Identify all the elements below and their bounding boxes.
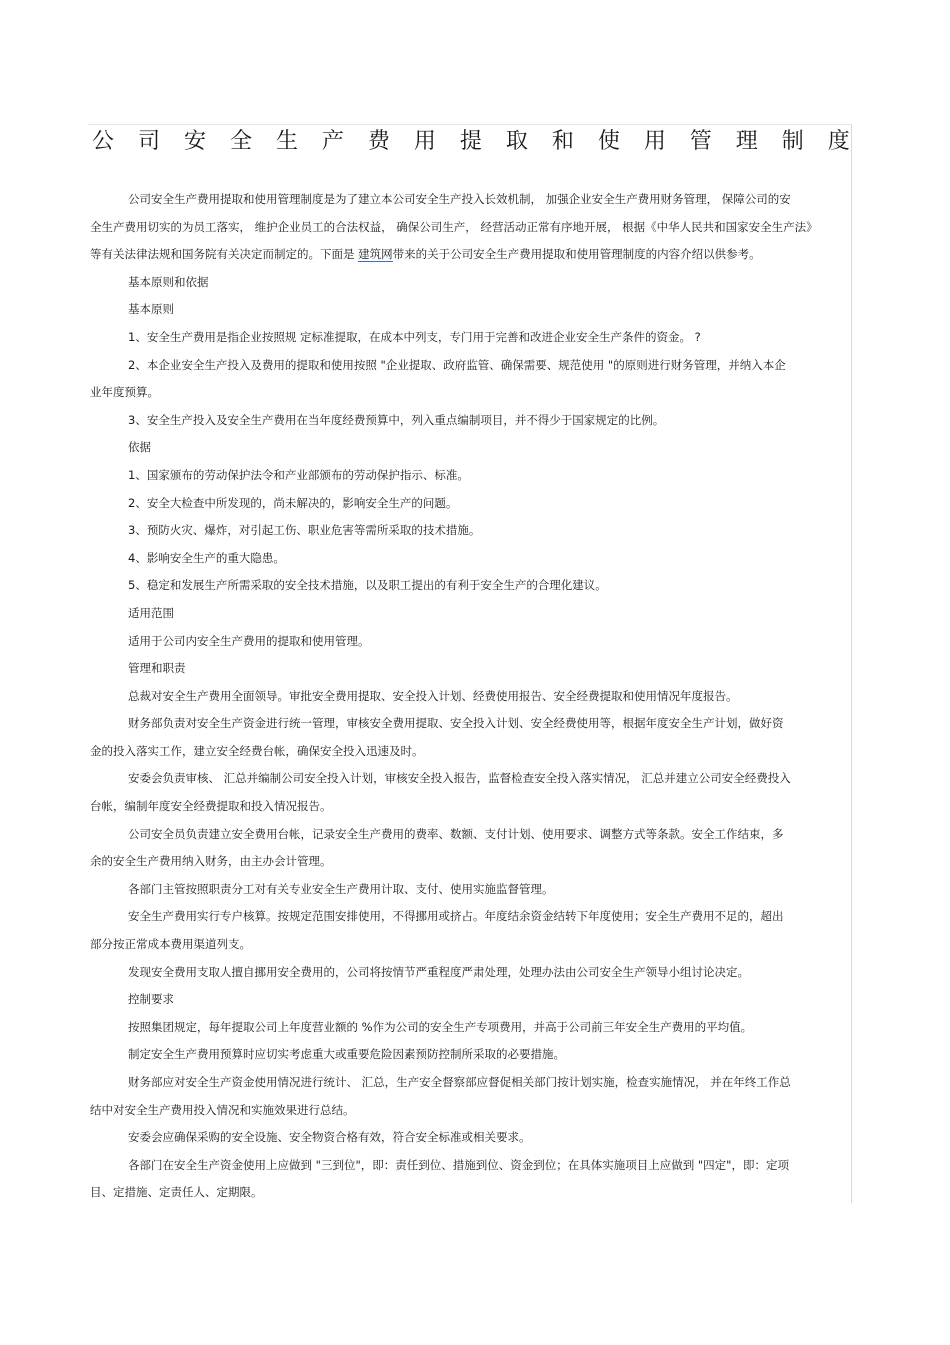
text-line: 3、预防火灾、爆炸，对引起工伤、职业危害等需所采取的技术措施。 [128,523,481,538]
line-text: 带来的关于公司安全生产费用提取和使用管理制度的内容介绍以供参考。 [392,247,761,262]
text-line: 依据 [128,440,151,455]
text-line: 部分按正常成本费用渠道列支。 [90,937,251,952]
text-line: 控制要求 [128,992,174,1007]
title-char: 制 [781,129,804,154]
text-line: 4、影响安全生产的重大隐患。 [128,550,285,565]
text-line: 公司安全生产费用提取和使用管理制度是为了建立本公司安全生产投入长效机制， 加强企业安全生产费用财务管理， 保障公司的安 [128,192,791,206]
document-body [90,186,848,1207]
text-line: 业年度预算。 [90,385,159,400]
title-char: 用 [643,129,666,154]
text-line: 2、安全大检查中所发现的，尚未解决的，影响安全生产的问题。 [128,495,458,510]
text-line: 公司安全员负责建立安全费用台帐，记录安全生产费用的费率、数额、支付计划、使用要求、调整方式等条款。安全工作结束，多 [128,826,784,841]
text-line: 制定安全生产费用预算时应切实考虑重大或重要危险因素预防控制所采取的必要措施。 [128,1047,565,1062]
text-line [90,241,848,269]
text-line: 各部门在安全生产资金使用上应做到 "三到位"，即：责任到位、措施到位、资金到位；在具体实施项目上应做到 "四定"，即：定项 [128,1157,789,1172]
text-line: 目、定措施、定责任人、定期限。 [90,1185,263,1200]
title-char: 用 [413,129,436,154]
text-line: 财务部负责对安全生产资金进行统一管理，审核安全费用提取、安全投入计划、安全经费使用等，根据年度安全生产计划，做好资 [128,716,784,731]
text-line: 安委会应确保采购的安全设施、安全物资合格有效，符合安全标准或相关要求。 [128,1130,531,1145]
text-line: 安全生产费用实行专户核算。按规定范围安排使用，不得挪用或挤占。年度结余资金结转下年度使用；安全生产费用不足的，超出 [128,909,784,924]
text-line: 结中对安全生产费用投入情况和实施效果进行总结。 [90,1102,355,1117]
title-char: 理 [735,129,758,154]
title-char: 使 [597,129,620,154]
source-link[interactable]: 建筑网 [358,247,393,262]
text-line: 3、安全生产投入及安全生产费用在当年度经费预算中，列入重点编制项目，并不得少于国家规定的比例。 [128,412,665,427]
text-line: 基本原则 [128,302,174,317]
text-line: 全生产费用切实的为员工落实， 维护企业员工的合法权益， 确保公司生产， 经营活动正常有序地开展， 根据《中华人民共和国家安全生产法》 [90,219,818,234]
text-line: 1、国家颁布的劳动保护法令和产业部颁布的劳动保护指示、标准。 [128,467,469,482]
text-line: 按照集团规定，每年提取公司上年度营业额的 %作为公司的安全生产专项费用，并高于公司前三年安全生产费用的平均值。 [128,1019,753,1034]
text-line: 基本原则和依据 [128,274,209,289]
text-line: 余的安全生产费用纳入财务，由主办会计管理。 [90,854,332,869]
title-char: 生 [275,129,298,154]
page-title [92,124,850,155]
text-line: 金的投入落实工作，建立安全经费台帐，确保安全投入迅速及时。 [90,743,424,758]
title-char: 全 [229,129,252,154]
title-char: 取 [505,129,528,154]
text-line: 适用范围 [128,605,174,620]
text-line: 台帐，编制年度安全经费提取和投入情况报告。 [90,799,332,814]
line-text: 等有关法律法规和国务院有关决定而制定的。下面是 [90,247,359,262]
text-line: 管理和职责 [128,661,186,676]
title-char: 管 [689,129,712,154]
title-char: 司 [137,129,160,154]
text-line: 适用于公司内安全生产费用的提取和使用管理。 [128,633,370,648]
title-char: 产 [321,129,344,154]
title-char: 费 [367,129,390,154]
text-line: 总裁对安全生产费用全面领导。审批安全费用提取、安全投入计划、经费使用报告、安全经费提取和使用情况年度报告。 [128,688,738,703]
text-line: 发现安全费用支取人擅自挪用安全费用的，公司将按情节严重程度严肃处理，处理办法由公司安全生产领导小组讨论决定。 [128,964,749,979]
text-line: 5、稳定和发展生产所需采取的安全技术措施，以及职工提出的有利于安全生产的合理化建议。 [128,578,607,593]
title-char: 和 [551,129,574,154]
title-char: 提 [459,129,482,154]
text-line: 财务部应对安全生产资金使用情况进行统计、 汇总，生产安全督察部应督促相关部门按计划实施，检查实施情况， 并在年终工作总 [128,1075,791,1089]
text-line: 各部门主管按照职责分工对有关专业安全生产费用计取、支付、使用实施监督管理。 [128,881,554,896]
title-char: 度 [827,129,850,154]
text-line: 安委会负责审核、 汇总并编制公司安全投入计划，审核安全投入报告，监督检查安全投入落实情况， 汇总并建立公司安全经费投入 [128,771,791,786]
text-line: 1、安全生产费用是指企业按照规 定标准提取，在成本中列支，专门用于完善和改进企业安全生产条件的资金。 ? [128,329,701,344]
title-char: 安 [183,129,206,154]
text-line: 2、本企业安全生产投入及费用的提取和使用按照 "企业提取、政府监管、确保需要、规范使用 "的原则进行财务管理，并纳入本企 [128,357,786,372]
title-char: 公 [92,129,115,154]
